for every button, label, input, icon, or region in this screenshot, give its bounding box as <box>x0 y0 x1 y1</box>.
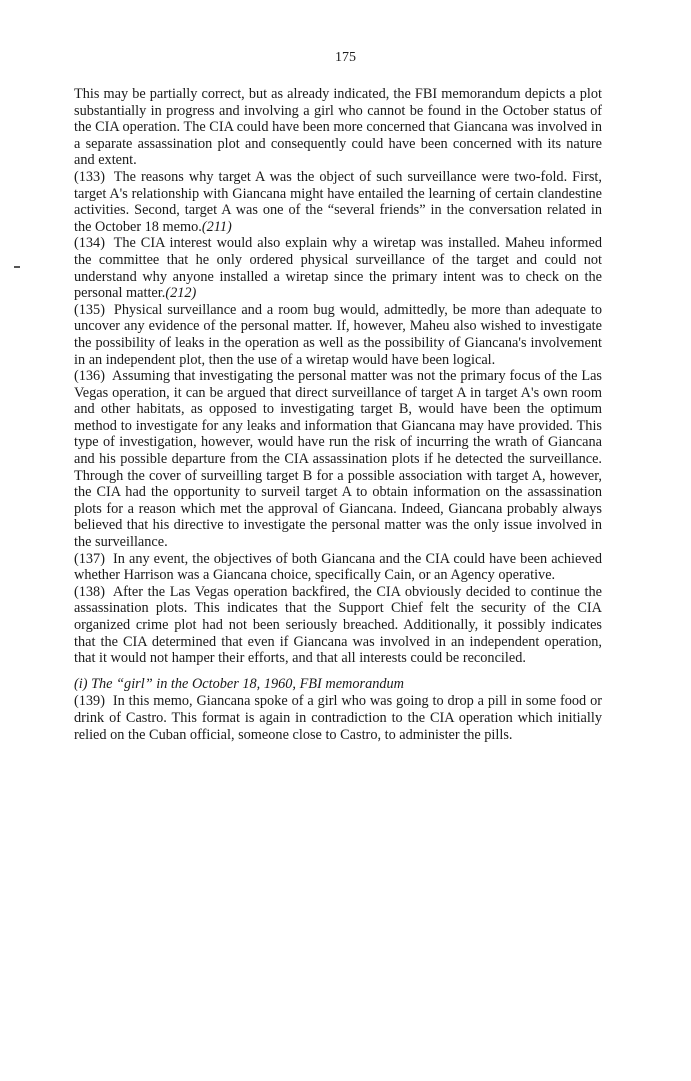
paragraph-137 <box>74 551 602 584</box>
paragraph-text: The reasons why target A was the object of such surveillance were two-fold. First, target A's relationship with Giancana might have entailed the learning of certain clandestine activities. Second, target A was one of the “several friends” in the conversation related in the October 18 memo. <box>74 168 602 235</box>
paragraph-text: The CIA interest would also explain why a wiretap was installed. Maheu informed the committee that he only ordered physical surveillance of the target and could not understand why anyone installed a wiretap since the primary intent was to check on the personal matter. <box>74 235 602 302</box>
document-body <box>74 86 602 743</box>
heading-text: The “girl” in the October 18, 1960, FBI memorandum <box>91 675 405 692</box>
heading-number: (i) <box>74 675 88 692</box>
paragraph-139 <box>74 693 602 743</box>
paragraph-number: (139) <box>74 693 105 710</box>
paragraph-number: (136) <box>74 368 105 385</box>
paragraph-number: (133) <box>74 168 105 185</box>
page-number: 175 <box>335 50 356 65</box>
paragraph-text: In any event, the objectives of both Giancana and the CIA could have been achieved whether Harrison was a Giancana choice, specifically Cain, or an Agency operative. <box>74 550 603 584</box>
footnote-ref: (211) <box>201 218 232 235</box>
paragraph-text: After the Las Vegas operation backfired, the CIA obviously decided to continue the assassination plots. This indicates that the Support Chief felt the security of the CIA organized crime plot had not been seriously breached. Additionally, it possibly indicates that the CIA determined that even if Giancana was involved in an independent operation, that it would not hamper their efforts, and that all interests could be reconciled. <box>74 583 602 667</box>
paragraph-136 <box>74 368 602 551</box>
paragraph-text: This may be partially correct, but as already indicated, the FBI memorandum depicts a plot substantially in progress and involving a girl who cannot be found in the October status of the CIA operation. The CIA could have been more concerned that Giancana was involved in a separate assassination plot and consequently could have been concerned with its nature and extent. <box>74 86 602 169</box>
paragraph-continued <box>74 86 602 169</box>
paragraph-133 <box>74 169 602 235</box>
margin-mark <box>14 266 20 268</box>
paragraph-text: Assuming that investigating the personal matter was not the primary focus of the Las Vegas operation, it can be argued that direct surveillance of target A in target A's own room and other habitats, as opposed to investigating target B, would have been the optimum method to investigate for any leaks and information that Giancana may have provided. This type of investigation, however, would have run the risk of incurring the wrath of Giancana and his possible departure from the CIA assassination plots if he detected the surveillance. Through the cover of surveilling target B for a possible association with target A, however, the CIA had the opportunity to surveil target A to obtain information on the assassination plots for a reason which met the approval of Giancana. Indeed, Giancana probably always believed that his directive to investigate the personal matter was the only issue involved in the surveillance. <box>74 368 602 551</box>
paragraph-text: Physical surveillance and a room bug would, admittedly, be more than adequate to uncover any evidence of the personal matter. If, however, Maheu also wished to investigate the possibility of leaks in the operation as well as the possibility of Giancana's involvement in an independent plot, then the use of a wiretap would have been logical. <box>74 301 602 368</box>
paragraph-number: (134) <box>74 235 105 252</box>
paragraph-number: (137) <box>74 550 105 567</box>
footnote-ref: (212) <box>165 285 197 302</box>
paragraph-text: In this memo, Giancana spoke of a girl who was going to drop a pill in some food or drink of Castro. This format is again in contradiction to the CIA operation which initially relied on the Cuban official, someone close to Castro, to administer the pills. <box>74 693 602 743</box>
paragraph-138 <box>74 584 602 667</box>
paragraph-134 <box>74 235 602 301</box>
paragraph-number: (135) <box>74 301 105 318</box>
paragraph-135 <box>74 302 602 368</box>
paragraph-number: (138) <box>74 583 105 600</box>
section-heading <box>74 676 602 693</box>
